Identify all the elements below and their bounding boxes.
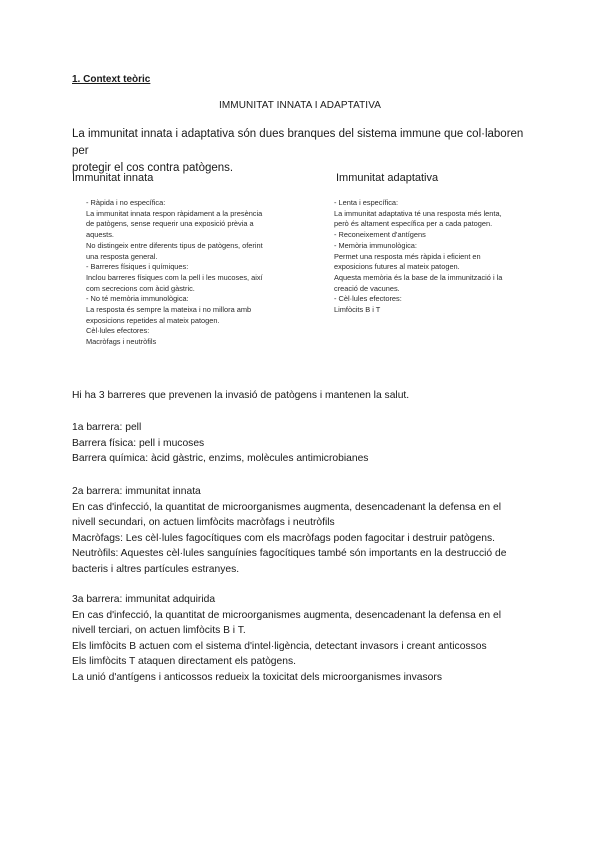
left-line: No distingeix entre diferents tipus de patògens, oferint (86, 240, 263, 250)
left-line: La resposta és sempre la mateixa i no millora amb (86, 305, 252, 315)
left-line: La immunitat innata respon ràpidament a la presència (86, 208, 263, 218)
barrier-3 (72, 592, 501, 686)
right-line: - Lenta i específica: (334, 198, 399, 207)
left-line: - Barreres físiques i químiques: (86, 262, 189, 272)
intro-line: La immunitat innata i adaptativa són dues branques del sistema immune que col·laboren per (72, 128, 524, 157)
right-line: - Cèl·lules efectores: (334, 294, 402, 304)
left-line: Cèl·lules efectores: (86, 326, 150, 336)
barrier-line: nivell terciari, on actuen limfòcits B i T. (72, 625, 246, 637)
left-line: Inclou barreres físiques com la pell i les mucoses, així (86, 272, 263, 282)
left-line: exposicions repetides al mateix patogen. (86, 315, 220, 325)
barrier-line: Neutròfils: Aquestes cèl·lules sanguínies fagocítiques també són importants en la destrucció de (72, 548, 507, 560)
barrier-line: 2a barrera: immunitat innata (72, 486, 201, 497)
right-column-body (334, 198, 502, 316)
intro-line: protegir el cos contra patògens. (72, 162, 234, 174)
left-line: una resposta general. (86, 251, 158, 261)
left-line: - No té memòria immunològica: (86, 294, 189, 304)
right-line: - Reconeixement d'antígens (334, 230, 426, 240)
barrier-1 (72, 420, 368, 467)
barrier-line: 3a barrera: immunitat adquirida (72, 594, 216, 605)
right-line: La immunitat adaptativa té una resposta més lenta, (334, 208, 502, 218)
barrier-line: Els limfòcits B actuen com el sistema d'intel·ligència, detectant invasors i creant anticossos (72, 640, 487, 652)
left-line: de patògens, sense requerir una exposició prèvia a (86, 219, 254, 229)
right-line: creació de vacunes. (334, 283, 400, 293)
barrier-line: En cas d'infecció, la quantitat de microorganismes augmenta, desencadenant la defensa en el (72, 501, 501, 513)
barrier-line: 1a barrera: pell (72, 422, 142, 433)
left-line: Macròfags i neutròfils (86, 337, 157, 347)
barriers-lead: Hi ha 3 barreres que prevenen la invasió de patògens i mantenen la salut. (72, 390, 410, 401)
barrier-line: Macròfags: Les cèl·lules fagocítiques com els macròfags poden fagocitar i destruir patògens. (72, 532, 495, 544)
barrier-line: bacteris i altres partícules estranyes. (72, 563, 240, 575)
left-line: com secrecions com àcid gàstric. (86, 283, 195, 293)
right-line: Limfòcits B i T (334, 305, 381, 315)
right-line: però és altament específica per a cada patogen. (334, 219, 493, 229)
right-line: Aquesta memòria és la base de la immunització i la (334, 272, 503, 282)
left-column-heading: Immunitat innata (72, 172, 154, 184)
barrier-2 (72, 484, 506, 578)
barrier-line: Barrera física: pell i mucoses (72, 437, 205, 449)
right-line: Permet una resposta més ràpida i eficient en (334, 251, 481, 261)
barrier-line: En cas d'infecció, la quantitat de microorganismes augmenta, desencadenant la defensa en el (72, 609, 501, 621)
right-column-heading: Immunitat adaptativa (336, 172, 439, 184)
left-column-body (86, 198, 263, 348)
intro-paragraph (72, 126, 532, 177)
page-title: IMMUNITAT INNATA I ADAPTATIVA (219, 100, 381, 111)
left-line: - Ràpida i no específica: (86, 198, 166, 207)
section-title: 1. Context teòric (72, 74, 151, 85)
barrier-line: Barrera química: àcid gàstric, enzims, molècules antimicrobianes (72, 453, 369, 465)
barrier-line: La unió d'antígens i anticossos redueix la toxicitat dels microorganismes invasors (72, 671, 442, 683)
barrier-line: nivell secundari, on actuen limfòcits macròfags i neutròfils (72, 517, 335, 529)
left-line: aquests. (86, 230, 114, 240)
barrier-line: Els limfòcits T ataquen directament els patògens. (72, 656, 296, 668)
right-line: exposicions futures al mateix patogen. (334, 262, 460, 272)
right-line: - Memòria immunològica: (334, 240, 417, 250)
